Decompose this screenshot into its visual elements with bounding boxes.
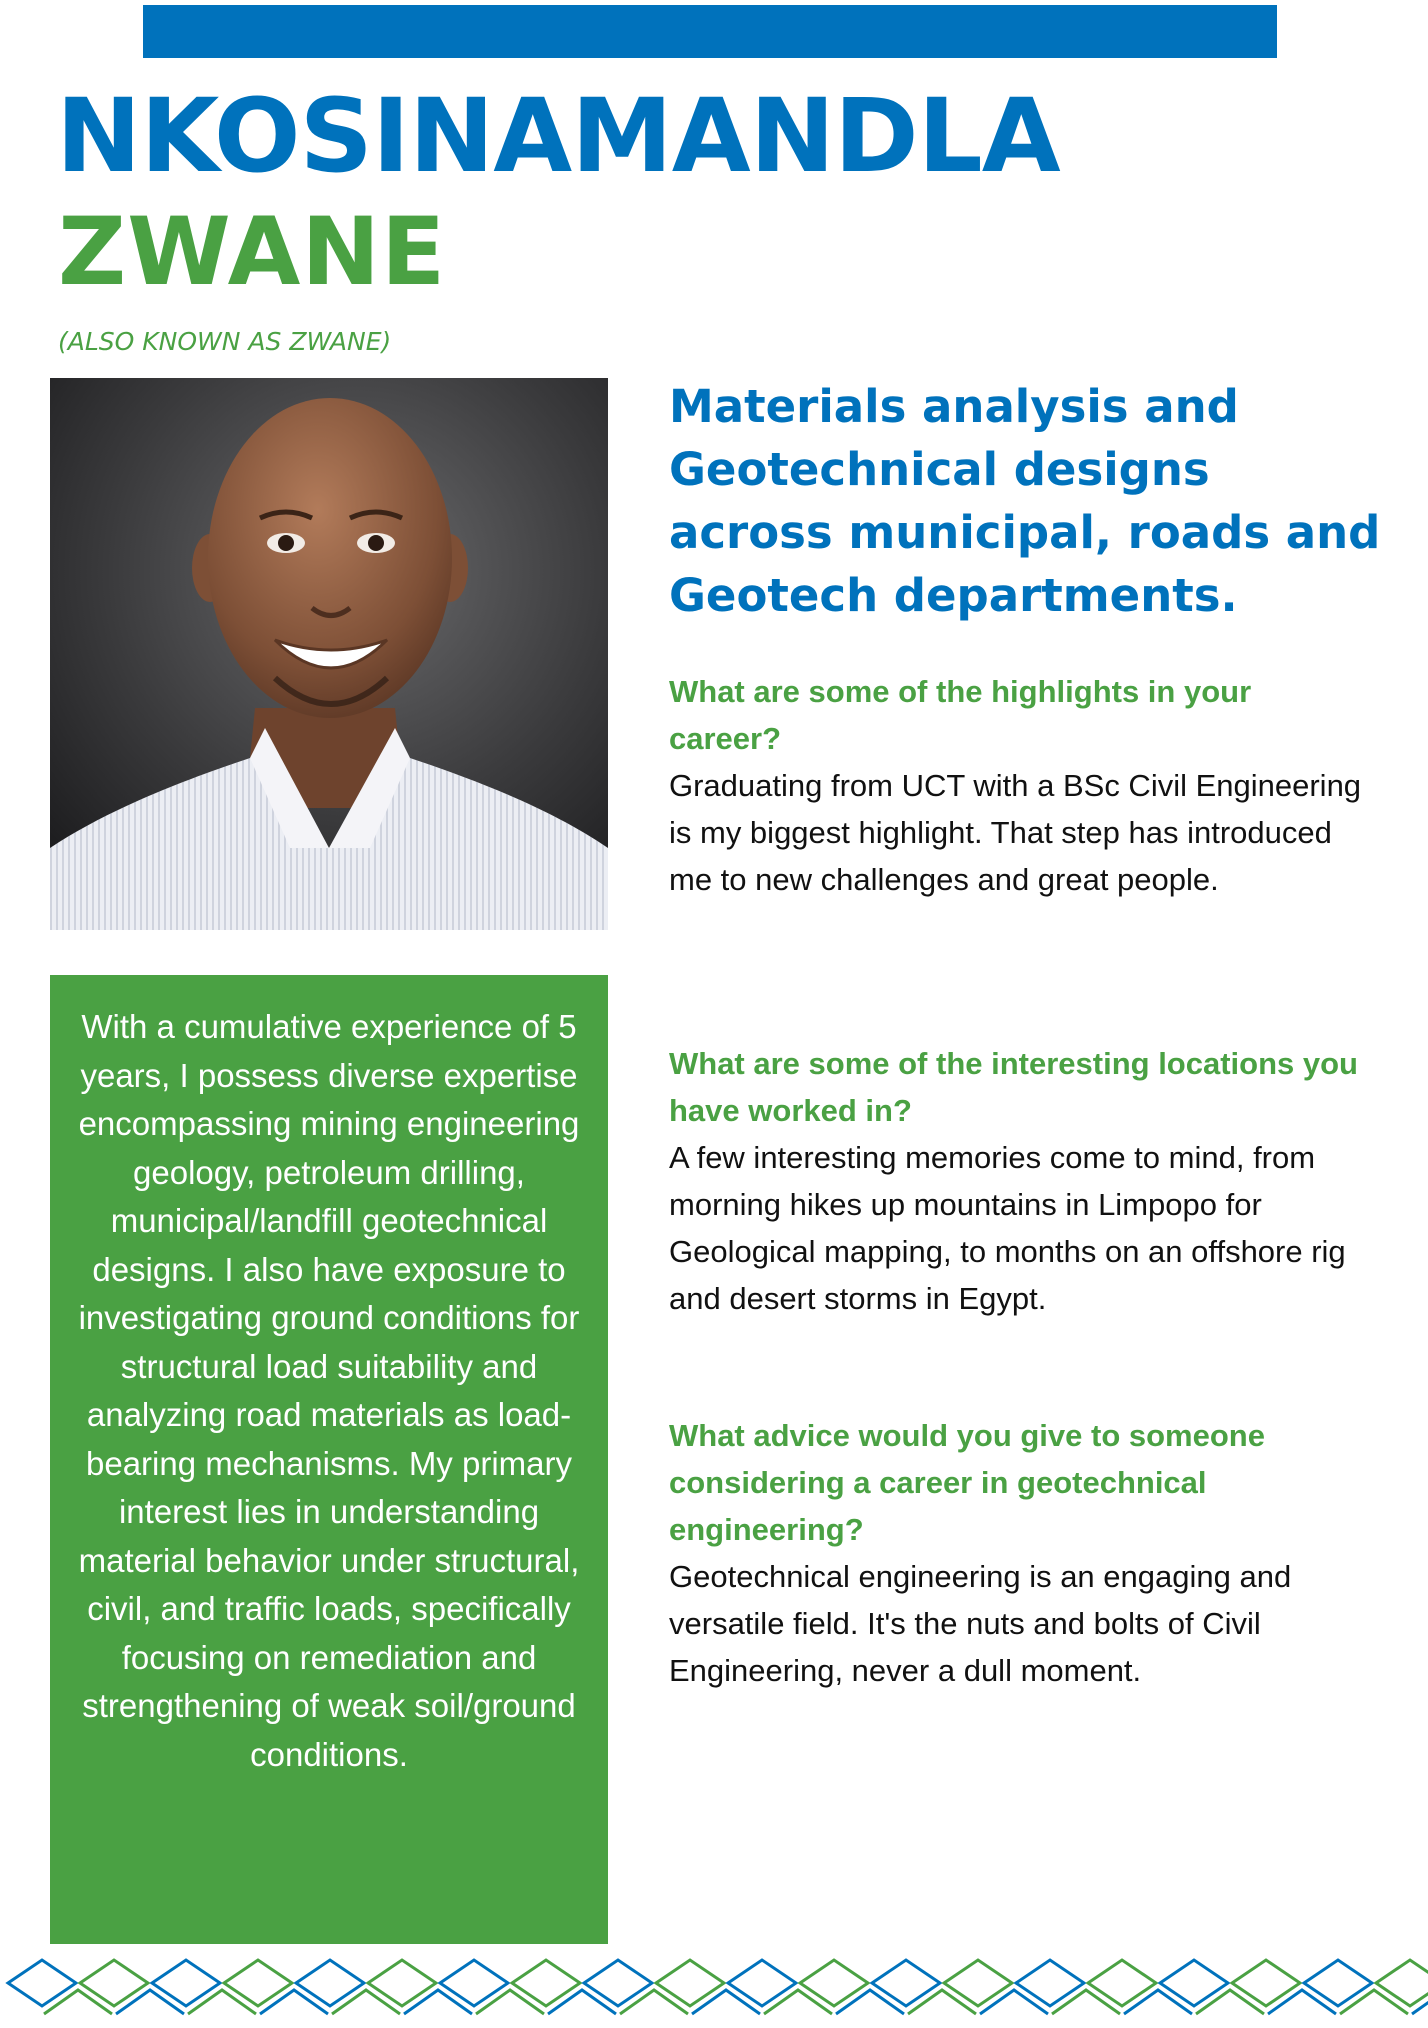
bio-text: With a cumulative experience of 5 years, I possess diverse expertise encompassing mining engineering geology, petroleum drilling, municipal/landfill geotechnical designs. I also have exposure to investigating ground conditions for structural load suitability and analyzing road materials as load-bearing mechanisms. My primary interest lies in understanding material behavior under structural, civil, and traffic loads, specifically focusing on remediation and strengthening of weak soil/ground conditions.	[78, 1008, 580, 1773]
footer-chevron	[764, 1990, 832, 2014]
top-accent-bar	[143, 5, 1277, 58]
footer-chevron	[1124, 1990, 1192, 2014]
footer-chevron	[1268, 1990, 1336, 2014]
question: What are some of the highlights in your career?	[669, 674, 1252, 756]
footer-chevron	[1052, 1990, 1120, 2014]
footer-diamond	[1376, 1960, 1428, 2006]
footer-chevron	[836, 1990, 904, 2014]
footer-chevron	[908, 1990, 976, 2014]
footer-chevron	[476, 1990, 544, 2014]
footer-chevron	[548, 1990, 616, 2014]
answer: Geotechnical engineering is an engaging and versatile field. It's the nuts and bolts of Civil Engineering, never a dull moment.	[669, 1559, 1292, 1688]
answer: A few interesting memories come to mind, from morning hikes up mountains in Limpopo for Geological mapping, to months on an offshore rig and desert storms in Egypt.	[669, 1140, 1346, 1316]
also-known-as: (ALSO KNOWN AS ZWANE)	[58, 327, 392, 356]
footer-chevron	[692, 1990, 760, 2014]
profile-photo	[50, 378, 608, 930]
tagline: Materials analysis and Geotechnical designs across municipal, roads and Geotech departments.	[669, 380, 1381, 622]
footer-diamond-pattern	[0, 1950, 1428, 2020]
question: What advice would you give to someone considering a career in geotechnical engineering?	[669, 1418, 1265, 1547]
footer-chevron	[260, 1990, 328, 2014]
footer-chevron	[620, 1990, 688, 2014]
footer-chevron	[332, 1990, 400, 2014]
qa-item-advice	[669, 1412, 1369, 1694]
footer-chevron	[404, 1990, 472, 2014]
bio-panel	[50, 975, 608, 1944]
footer-chevron	[116, 1990, 184, 2014]
qa-item-highlights	[669, 668, 1369, 903]
footer-chevron	[188, 1990, 256, 2014]
qa-item-locations	[669, 1040, 1369, 1322]
footer-chevron	[1196, 1990, 1264, 2014]
first-name: NKOSINAMANDLA	[56, 77, 1060, 196]
answer: Graduating from UCT with a BSc Civil Engineering is my biggest highlight. That step has introduced me to new challenges and great people.	[669, 768, 1362, 897]
footer-chevron	[980, 1990, 1048, 2014]
last-name: ZWANE	[58, 198, 447, 307]
question: What are some of the interesting locations you have worked in?	[669, 1046, 1358, 1128]
footer-chevron	[1340, 1990, 1408, 2014]
footer-chevron	[44, 1990, 112, 2014]
